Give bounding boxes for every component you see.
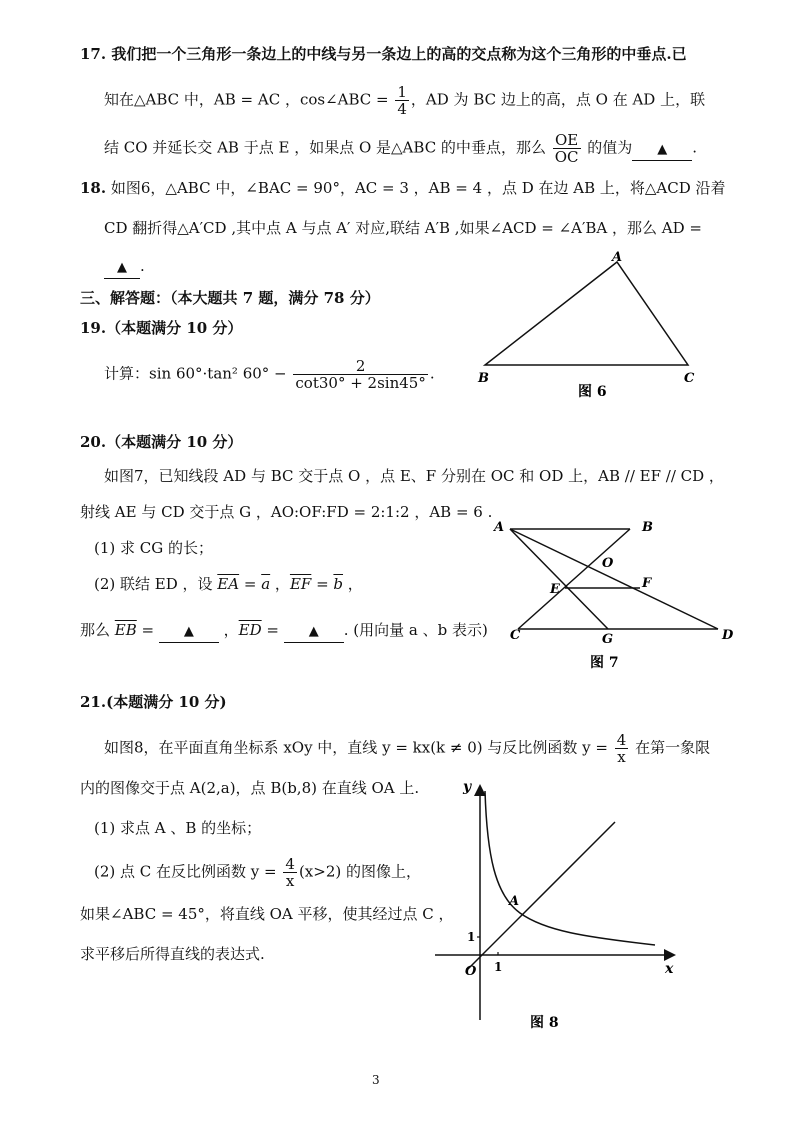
q17-text2b: ，AD 为 BC 边上的高，点 O 在 AD 上，联 <box>410 90 706 109</box>
q18-line1 <box>80 178 726 198</box>
q20-vector-eb: $\overline{EB}$ <box>114 621 137 639</box>
q18-period: . <box>140 257 145 275</box>
page-number: 3 <box>372 1073 380 1087</box>
fig7-label-e: E <box>550 582 560 597</box>
q21-text1b: 在第一象限 <box>630 738 711 757</box>
q19-expr: sin 60°·tan² 60° − <box>149 364 292 383</box>
q21-p2-frac-num: 4 <box>285 855 295 873</box>
section-heading: 三、解答题：（本大题共 7 题，满分 78 分） <box>80 289 380 307</box>
fig7-caption: 图 7 <box>590 655 619 671</box>
q18-line2 <box>104 218 702 238</box>
fig6-label-a: A <box>612 250 623 265</box>
fig6-caption: 图 6 <box>578 384 607 400</box>
q19-number: 19. <box>80 319 107 337</box>
fig8-label-one-y: 1 <box>467 930 476 944</box>
q17-text2a: 知在△ABC 中，AB = AC ，cos∠ABC = <box>104 90 394 109</box>
q20-score: （本题满分 10 分） <box>106 433 243 451</box>
q17-line1 <box>80 44 687 64</box>
fig8-caption: 图 8 <box>530 1015 559 1031</box>
q17-frac2-num: OE <box>553 132 581 149</box>
q20-p3c: ， <box>218 621 239 639</box>
q19-period: . <box>429 364 435 383</box>
q21-part1: (1) 求点 A 、B 的坐标； <box>94 819 262 837</box>
fig8-label-y: y <box>463 779 472 795</box>
q20-vector-b: $\overline{b}$ <box>333 575 344 593</box>
q18-number: 18. <box>80 179 107 197</box>
q17-line2 <box>104 84 705 117</box>
q17-fraction-cos <box>395 84 409 117</box>
fig7-label-b: B <box>642 520 653 535</box>
q20-vector-ea: $\overline{EA}$ <box>217 575 240 593</box>
q20-number: 20. <box>80 433 107 451</box>
q20-answer-blank-ed[interactable]: ▲ <box>284 622 344 643</box>
q17-period: . <box>692 138 698 157</box>
q21-line1 <box>104 732 710 765</box>
q19-frac-den: cot30° + 2sin45° <box>295 374 426 392</box>
q20-p2c: ， <box>270 575 290 593</box>
q17-answer-blank[interactable]: ▲ <box>632 140 692 161</box>
q17-frac1-num: 1 <box>397 83 407 101</box>
q17-frac2-den: OC <box>554 148 579 166</box>
fig8-label-one-x: 1 <box>494 960 503 974</box>
q21-part2 <box>94 856 421 889</box>
q20-part2 <box>94 574 363 594</box>
fig7-label-a: A <box>494 520 505 535</box>
q20-p3e: . (用向量 a 、b 表示) <box>343 621 488 639</box>
figure-6 <box>470 250 700 400</box>
fig7-label-d: D <box>722 628 734 643</box>
q21-frac-num: 4 <box>616 731 627 749</box>
figure-7 <box>490 515 740 675</box>
q19-expression <box>104 358 435 391</box>
q20-p3a: 那么 <box>80 621 115 639</box>
q20-p2d: = <box>311 575 334 593</box>
q21-text1a: 如图8，在平面直角坐标系 xOy 中，直线 y = kx(k ≠ 0) 与反比例函数 y = <box>104 738 613 757</box>
q20-p3b: = <box>136 621 159 639</box>
q17-line3 <box>104 132 697 165</box>
q19-score: （本题满分 10 分） <box>106 319 243 337</box>
q21-p2-fraction <box>283 856 297 889</box>
q20-line2 <box>80 502 492 522</box>
q21-fraction-4x <box>615 732 629 765</box>
q21-line2: 内的图像交于点 A(2,a)，点 B(b,8) 在直线 OA 上. <box>80 779 420 797</box>
q20-text2: 射线 AE 与 CD 交于点 G ，AO:OF:FD = 2:1:2 ，AB = 6 . <box>80 503 493 521</box>
q17-frac1-den: 4 <box>397 100 407 118</box>
q20-text1: 如图7，已知线段 AD 与 BC 交于点 O ，点 E、F 分别在 OC 和 OD 上，AB // EF // CD ， <box>104 467 724 485</box>
q20-part1: (1) 求 CG 的长； <box>94 539 214 557</box>
fig6-label-c: C <box>684 371 695 386</box>
q20-p3d: = <box>261 621 284 639</box>
fig8-label-o: O <box>465 964 477 979</box>
fig7-label-o: O <box>602 556 614 571</box>
q19-frac-num: 2 <box>293 358 427 375</box>
fig7-ray-ag <box>510 529 608 629</box>
q20-vector-ef: $\overline{EF}$ <box>289 575 312 593</box>
q18-answer-blank[interactable]: ▲ <box>104 258 140 279</box>
triangle-abc <box>485 262 688 365</box>
q20-p2e: ， <box>343 575 363 593</box>
fig8-label-a: A <box>509 894 520 909</box>
q20-vector-ed: $\overline{ED}$ <box>238 621 262 639</box>
fig7-label-f: F <box>642 576 652 591</box>
q17-text3a: 结 CO 并延长交 AB 于点 E ，如果点 O 是△ABC 的中垂点，那么 <box>104 138 551 157</box>
q17-number: 17. <box>80 45 107 63</box>
q17-text3b: 的值为 <box>582 138 633 157</box>
q19-lead: 计算： <box>104 364 150 383</box>
q18-line3 <box>104 256 145 279</box>
q21-score: (本题满分 10 分) <box>106 693 227 711</box>
q20-part2-answers <box>80 620 488 643</box>
fig8-label-x: x <box>665 961 674 977</box>
q20-header <box>80 432 242 452</box>
q21-p2b: (x>2) 的图像上， <box>298 862 421 881</box>
q20-line1 <box>104 466 724 486</box>
q21-frac-den: x <box>617 748 626 766</box>
q21-line-ask: 求平移后所得直线的表达式. <box>80 945 265 963</box>
q19-header <box>80 318 242 338</box>
q21-p2-frac-den: x <box>285 872 295 890</box>
q18-text1: 如图6，△ABC 中，∠BAC = 90°，AC = 3 ，AB = 4 ，点 D 在边 AB 上，将△ACD 沿着 <box>110 179 726 197</box>
q17-fraction-oe-oc <box>553 132 581 165</box>
q20-vector-a: $\overline{a}$ <box>261 575 271 593</box>
q18-text2: CD 翻折得△A′CD ,其中点 A 与点 A′ 对应,联结 A′B ,如果∠ACD = ∠A′BA ，那么 AD = <box>104 219 702 237</box>
q20-p2a: (2) 联结 ED ，设 <box>94 575 218 593</box>
q20-p2b: = <box>239 575 262 593</box>
q17-text1: 我们把一个三角形一条边上的中线与另一条边上的高的交点称为这个三角形的中垂点.已 <box>111 45 687 63</box>
q21-line-condition: 如果∠ABC = 45°，将直线 OA 平移，使其经过点 C ， <box>80 905 454 923</box>
fig7-label-g: G <box>602 632 614 647</box>
fig6-label-b: B <box>478 371 489 386</box>
figure-8 <box>425 775 695 1035</box>
q21-p2a: (2) 点 C 在反比例函数 y = <box>94 862 282 881</box>
q21-number: 21. <box>80 693 107 711</box>
fig7-label-c: C <box>510 628 521 643</box>
q20-answer-blank-eb[interactable]: ▲ <box>159 622 219 643</box>
q19-fraction <box>293 358 427 391</box>
q21-header <box>80 692 227 712</box>
